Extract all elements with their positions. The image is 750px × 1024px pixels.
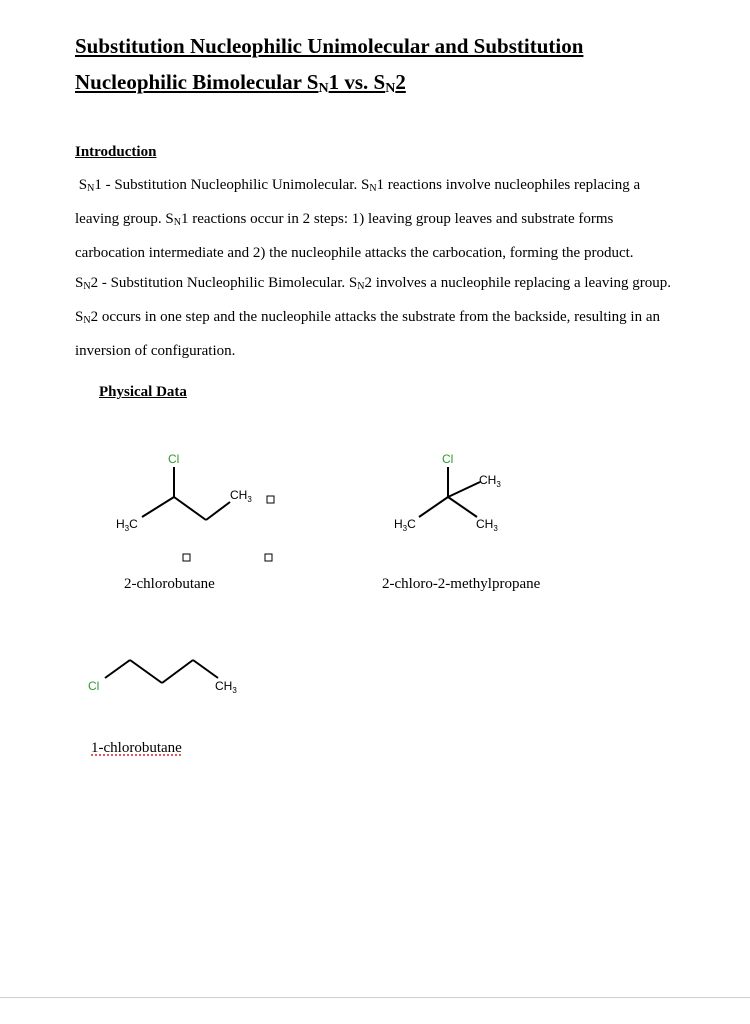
sn2-text-1: 2 involves a nucleophile replacing a leaving group. S [75,275,672,325]
sn1-text-2: 1 reactions occur in 2 steps: 1) leaving group leaves and substrate forms carbocation intermediate and 2) the nucleophile attacks the carbocation, forming the product. [75,211,634,261]
chlorine-label: Cl [168,452,180,466]
page-bottom-divider [0,997,750,998]
title-subscript: N [385,81,396,96]
title-part: 1 vs. S [328,70,386,94]
methyl-bottom-right-label: $CH_3$ [476,517,498,533]
methyl-right-label: $CH_3$ [215,679,237,695]
n-subscript: N [87,183,95,194]
title-part: 2 [395,70,406,94]
physical-data-heading: Physical Data [99,384,187,400]
s-letter: S [75,275,84,291]
chlorine-label: Cl [88,679,100,693]
compound-name-1-chlorobutane: 1-chlorobutane [91,740,182,756]
n-subscript: N [83,315,91,326]
placeholder-box-icon [267,496,274,503]
compound-name-2-chloro-2-methylpropane: 2-chloro-2-methylpropane [382,576,541,592]
n-subscript: N [369,183,377,194]
structure-1-chlorobutane [88,660,237,695]
n-subscript: N [357,281,365,292]
methyl-right-label: $CH_3$ [230,488,252,504]
n-subscript: N [83,281,91,292]
chlorine-label: Cl [442,452,454,466]
n-subscript: N [173,217,181,228]
introduction-heading: Introduction [75,144,157,160]
sn2-text-2: 2 occurs in one step and the nucleophile attacks the substrate from the backside, resulting in an inversion of configuration. [75,309,660,359]
title-line-1: Substitution Nucleophilic Unimolecular and Substitution [75,34,584,58]
sn2-definition: 2 - Substitution Nucleophilic Bimolecular. S [90,275,358,291]
sn1-text-1: 1 reactions involve nucleophiles replacing a leaving group. S [75,177,641,227]
title-part: Nucleophilic Bimolecular S [75,70,319,94]
placeholder-box-icon [265,554,272,561]
methyl-left-label: $H_3C$ [394,517,416,533]
structure-2-chloro-2-methylpropane [394,452,501,533]
methyl-left-label: $H_3C$ [116,517,138,533]
title-subscript: N [318,81,329,96]
sn1-definition: 1 - Substitution Nucleophilic Unimolecular. S [94,177,370,193]
methyl-top-right-label: $CH_3$ [479,473,501,489]
compound-name-2-chlorobutane: 2-chlorobutane [124,576,215,592]
s-letter: S [78,177,88,193]
structure-2-chlorobutane [116,452,274,561]
placeholder-box-icon [183,554,190,561]
